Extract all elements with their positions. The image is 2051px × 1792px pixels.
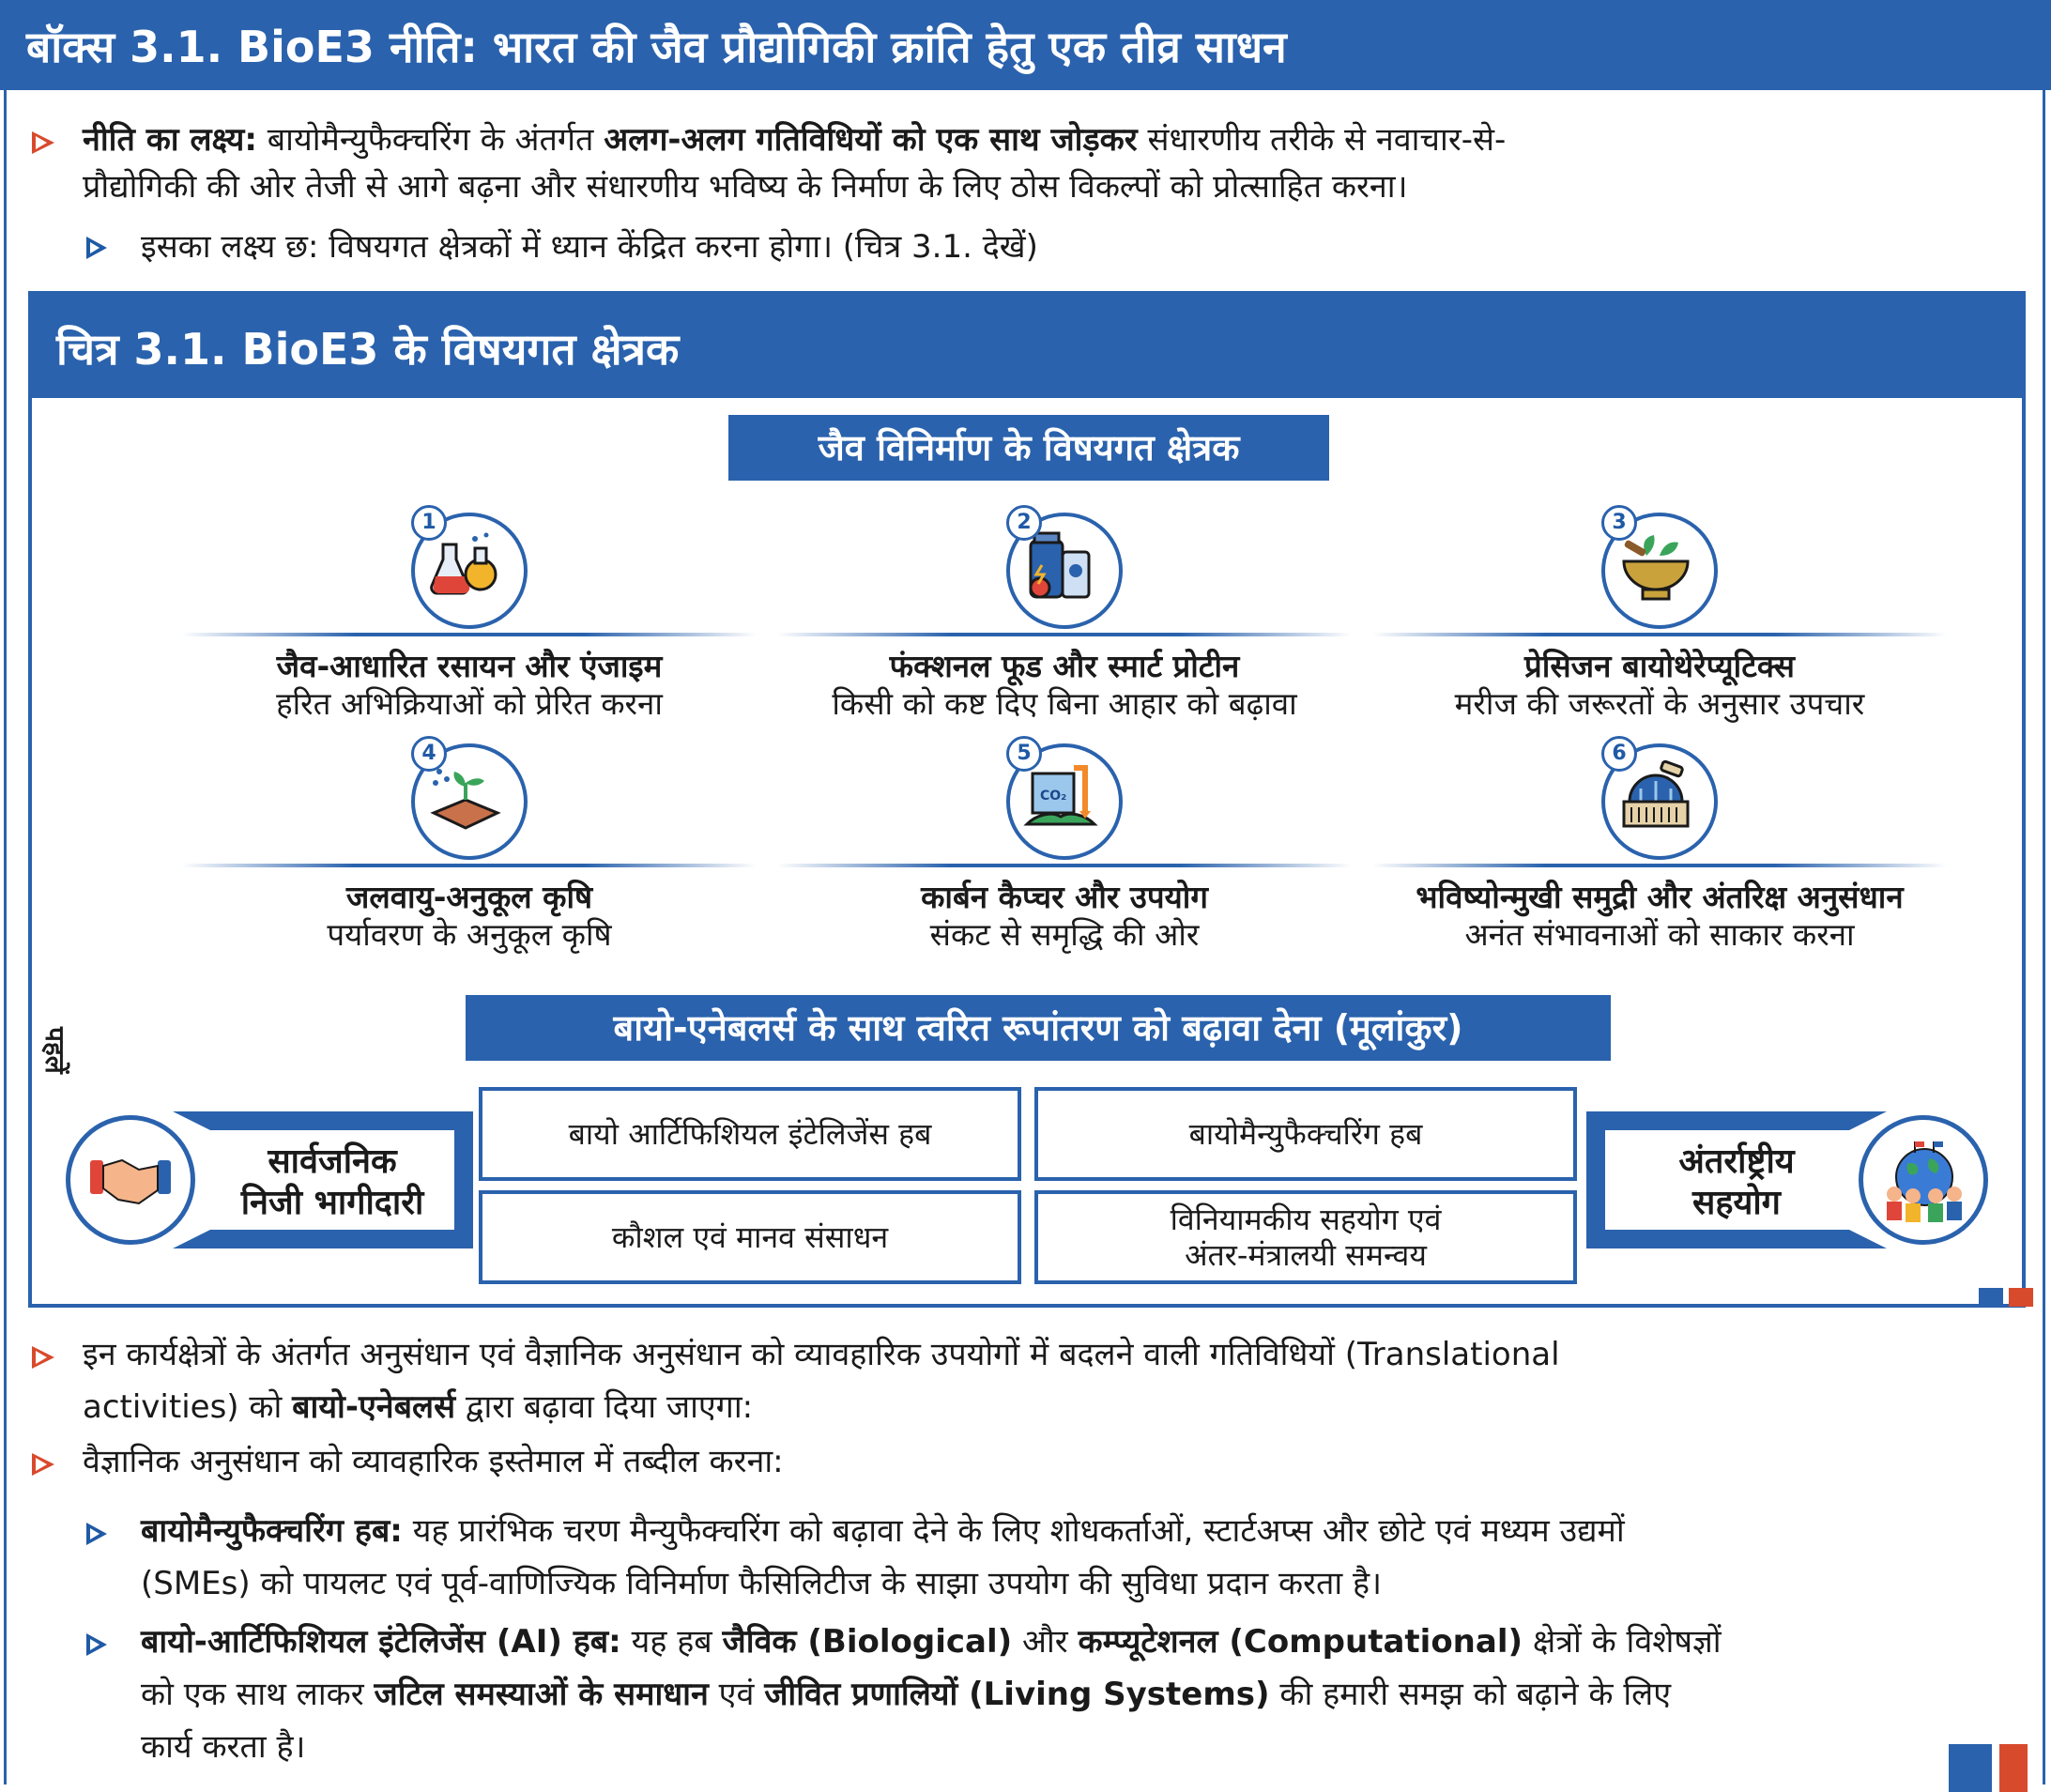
initiatives-side-label: पहलें [39,1027,70,1074]
sub-bullet-text: को एक साथ लाकर [141,1676,364,1713]
sector-number: 6 [1601,736,1637,772]
sub-bullet-biomfg-line2: (SMEs) को पायलट एवं पूर्व-वाणिज्यिक विनिर्माण फैसिलिटीज के साझा उपयोग की सुविधा प्रदान करता है। [141,1565,1382,1602]
after-bullet-1-line1: इन कार्यक्षेत्रों के अंतर्गत अनुसंधान एवं वैज्ञानिक अनुसंधान को व्यावहारिक उपयोगों में बदलने वाली गतिविधियों (Translational [83,1336,1560,1373]
right-wing-line2: सहयोग [1692,1184,1781,1222]
sub-bullet-biomfg-line1 [141,1508,2028,1555]
sector-divider [1372,864,1947,867]
decor-square-red [2009,1288,2033,1307]
sub-bullet-label: बायोमैन्युफैक्चरिंग हब: [141,1512,403,1550]
bullet-text: बायोमैन्युफैक्चरिंग के अंतर्गत [267,121,594,159]
sub-bullet-ai-line2 [141,1671,2028,1718]
sector-number: 1 [411,505,447,541]
bullet-bold-text: अलग-अलग गतिविधियों को एक साथ जोड़कर [604,121,1138,159]
sector-number: 3 [1601,505,1637,541]
sub-bullet-bold: जीवित प्रणालियों (Living Systems) [764,1676,1270,1713]
handshake-icon [88,1147,173,1213]
sub-bullet-arrow-icon [86,1633,107,1656]
protein-supplement-icon [1021,528,1100,606]
sector-title: कार्बन कैप्चर और उपयोग [921,879,1208,915]
intro-sub-bullet: इसका लक्ष्य छ: विषयगत क्षेत्रकों में ध्यान केंद्रित करना होगा। (चित्र 3.1. देखें) [141,228,1038,266]
bio-enablers-banner: बायो-एनेबलर्स के साथ त्वरित रूपांतरण को बढ़ावा देना (मूलांकुर) [466,995,1611,1061]
mortar-pestle-icon [1616,528,1695,606]
bullet-arrow-icon [32,1346,54,1369]
bullet-label: नीति का लक्ष्य: [83,121,257,159]
chemistry-flask-icon [426,528,505,606]
sector-title: जैव-आधारित रसायन और एंजाइम [276,648,663,684]
sub-bullet-text: और [1021,1623,1068,1661]
sub-bullet-bold: जैविक (Biological) [722,1623,1013,1661]
sector-subtitle: संकट से समृद्धि की ओर [929,916,1200,953]
sector-title: प्रेसिजन बायोथेरेप्यूटिक्स [1524,648,1795,684]
after-bullet-1-line2 [83,1384,2026,1431]
bullet-text: द्वारा बढ़ावा दिया जाएगा: [465,1388,754,1426]
bullet-text: संधारणीय तरीके से नवाचार-से- [1147,121,1507,159]
sector-card [736,743,1393,969]
sector-divider [182,633,757,636]
sub-bullet-bold: जटिल समस्याओं के समाधान [374,1676,709,1713]
bullet-text: activities) को [83,1388,283,1426]
sector-divider [1372,633,1947,636]
sector-subtitle: किसी को कष्ट दिए बिना आहार को बढ़ावा [832,685,1297,722]
sector-divider [182,864,757,867]
sub-bullet-text: क्षेत्रों के विशेषज्ञों [1532,1623,1722,1661]
sector-card [141,743,798,969]
carbon-capture-icon [1021,758,1100,837]
enabler-regulatory-line1: विनियामकीय सहयोग एवं [1170,1202,1442,1237]
figure-title: चित्र 3.1. BioE3 के विषयगत क्षेत्रक [56,324,680,375]
sub-bullet-bold: कम्प्यूटेशनल (Computational) [1078,1623,1523,1661]
box-header [0,0,2051,90]
sub-bullet-ai-line1 [141,1618,2028,1665]
co2-label: CO₂ [1040,789,1067,804]
sub-bullet-text: एवं [718,1676,755,1713]
decor-square-blue [1979,1288,2003,1307]
right-wing-label [1615,1141,1859,1224]
sub-bullet-arrow-icon [86,237,107,259]
enabler-skills-hr: कौशल एवं मानव संसाधन [479,1190,1021,1284]
sector-subtitle: हरित अभिक्रियाओं को प्रेरित करना [276,685,663,722]
sector-subtitle: पर्यावरण के अनुकूल कृषि [327,916,612,953]
sector-card [1331,513,1988,738]
sector-number: 5 [1006,736,1042,772]
bullet-bold-text: बायो-एनेबलर्स [292,1388,456,1426]
space-station-icon [1616,758,1695,837]
intro-bullet-1-line2: प्रौद्योगिकी की ओर तेजी से आगे बढ़ना और संधारणीय भविष्य के निर्माण के लिए ठोस विकल्पों को प्रोत्साहित करना। [83,168,1408,206]
box-title: बॉक्स 3.1. BioE3 नीति: भारत की जैव प्रौद्योगिकी क्रांति हेतु एक तीव्र साधन [26,22,1287,72]
thematic-sectors-banner: जैव विनिर्माण के विषयगत क्षेत्रक [728,415,1329,481]
sector-title: भविष्योन्मुखी समुद्री और अंतरिक्ष अनुसंधान [1416,879,1904,915]
enabler-regulatory [1034,1190,1577,1284]
global-people-icon [1877,1136,1971,1226]
bullet-arrow-icon [32,131,54,154]
figure-header [32,295,2022,398]
decor-block-red [1999,1744,2028,1792]
sub-bullet-arrow-icon [86,1523,107,1545]
sector-subtitle: अनंत संभावनाओं को साकार करना [1464,916,1855,953]
figure-box [28,291,2026,1308]
sector-card [1331,743,1988,969]
sprout-soil-icon [426,758,505,837]
sector-number: 2 [1006,505,1042,541]
sub-bullet-text: की हमारी समझ को बढ़ाने के लिए [1279,1676,1671,1713]
sub-bullet-text: यह हब [631,1623,712,1661]
right-wing-line1: अंतर्राष्ट्रीय [1678,1142,1795,1181]
sector-title: फंक्शनल फूड और स्मार्ट प्रोटीन [889,648,1240,684]
sub-bullet-label: बायो-आर्टिफिशियल इंटेलिजेंस (AI) हब: [141,1623,621,1661]
intro-bullet-1 [83,116,2016,163]
sector-divider [777,864,1352,867]
sub-bullet-text: यह प्रारंभिक चरण मैन्युफैक्चरिंग को बढ़ावा देने के लिए शोधकर्ताओं, स्टार्टअप्स और छोटे एवं मध्यम उद्यमों [412,1512,1625,1550]
sector-title: जलवायु-अनुकूल कृषि [345,879,593,915]
left-wing-label [210,1141,454,1224]
decor-block-blue [1949,1744,1992,1792]
sector-card [141,513,798,738]
enabler-bio-ai-hub: बायो आर्टिफिशियल इंटेलिजेंस हब [479,1087,1021,1181]
sub-bullet-ai-line3: कार्य करता है। [141,1728,306,1766]
enabler-biomanufacturing-hub: बायोमैन्युफैक्चरिंग हब [1034,1087,1577,1181]
enabler-regulatory-line2: अंतर-मंत्रालयी समन्वय [1185,1237,1427,1273]
after-bullet-2: वैज्ञानिक अनुसंधान को व्यावहारिक इस्तेमाल में तब्दील करना: [83,1443,784,1480]
sector-number: 4 [411,736,447,772]
left-wing-line1: सार्वजनिक [268,1142,397,1181]
sector-card [736,513,1393,738]
sector-divider [777,633,1352,636]
bullet-arrow-icon [32,1453,54,1476]
left-wing-line2: निजी भागीदारी [240,1184,424,1222]
sector-subtitle: मरीज की जरूरतों के अनुसार उपचार [1454,685,1865,722]
